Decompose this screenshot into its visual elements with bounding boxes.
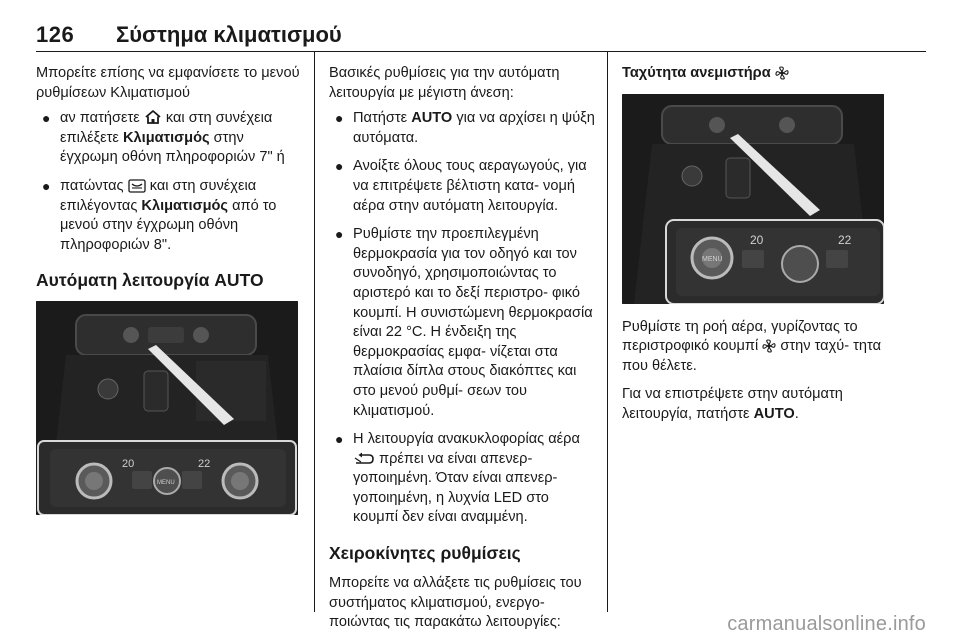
left-temperature-label: 20: [122, 458, 135, 471]
column-2: [329, 64, 597, 633]
list-item: [36, 109, 304, 168]
bullet-dot: ●: [335, 431, 344, 448]
column-divider-2: [607, 52, 608, 612]
text-segment: πρέπει να είναι απενερ- γοποιημένη. Όταν είναι απενερ- γοποιημένη, η λυχνία LED στο κουμπί δεν είναι αναμμένη.: [353, 450, 558, 526]
list-item: [329, 225, 597, 421]
text-segment: Ανοίξτε όλους τους αεραγωγούς, για να επιτρέψετε βέλτιστη κατα- νομή αέρα στην αυτόματη λειτουργία.: [353, 158, 587, 214]
list-item: [36, 177, 304, 255]
text-segment: στην έγχρωμη οθόνη πληροφοριών 7" ή: [60, 129, 285, 166]
right-temperature-label: 22: [838, 232, 852, 247]
text-segment: για να αρχίσει η ψύξη αυτόματα.: [353, 110, 595, 146]
header-rule: [36, 51, 926, 52]
outro-paragraph: Μπορείτε να αλλάξετε τις ρυθμίσεις του συστήματος κλιματισμού, ενεργο- ποιώντας τις παρακάτω λειτουργίες:: [329, 575, 582, 631]
bullet-dot: ●: [42, 177, 51, 194]
fan-icon: [775, 66, 789, 80]
intro-paragraph: Βασικές ρυθμίσεις για την αυτόματη λειτουργία με μέγιστη άνεση:: [329, 65, 560, 101]
column-divider-1: [314, 52, 315, 612]
list-item: [329, 109, 597, 148]
home-icon: [144, 109, 162, 125]
watermark: carmanualsonline.info: [727, 613, 926, 635]
menu-name: Κλιματισμός: [141, 197, 229, 214]
bullet-dot: ●: [42, 110, 51, 127]
fan-phone-icon: [128, 179, 146, 193]
text-segment: Ρυθμίστε την προεπιλεγμένη θερμοκρασία για τον οδηγό και τον συνοδηγό, χρησιμοποιώντας το αριστερό και το δεξί περιστρο- φικό κουμπί. Η συνιστώμενη θερμοκρασία είναι 22 °C. Η ένδειξη της θερμοκρασίας εμφα- νίζεται στα πλαίσια δίπλα στους διακόπτες και στο μενού ρυθμί- σεων του κλιματισμού.: [353, 226, 593, 419]
text-segment: από το μενού στην έγχρωμη οθόνη πληροφοριών 8".: [60, 197, 277, 253]
text-segment: Για να επιστρέψετε στην αυτόματη λειτουργία, πατήστε: [622, 386, 843, 422]
heading-text: Ταχύτητα ανεμιστήρα: [622, 65, 771, 81]
fan-paragraph: [622, 318, 890, 377]
text-segment: στην ταχύ- τητα που θέλετε.: [622, 338, 882, 374]
menu-knob-label: MENU: [702, 255, 723, 263]
subsection-heading-fan-speed: [622, 64, 890, 84]
menu-access-list: [36, 109, 304, 255]
page-number: 126: [36, 22, 75, 47]
text-segment: και στη συνέχεια επιλέγοντας: [60, 177, 257, 214]
dashboard-illustration: [36, 301, 298, 515]
return-auto-paragraph: [622, 385, 890, 424]
text-segment: και στη συνέχεια επιλέξετε: [60, 110, 273, 146]
list-item: [329, 430, 597, 528]
recirculation-icon: [353, 452, 375, 466]
section-heading-manual: Χειροκίνητες ρυθμίσεις: [329, 543, 521, 564]
button-name: AUTO: [753, 405, 795, 422]
left-temperature-label: 20: [750, 232, 764, 247]
bullet-dot: ●: [335, 110, 344, 127]
text-segment: πατώντας: [60, 177, 128, 194]
page-title: Σύστημα κλιματισμού: [116, 22, 342, 47]
bullet-dot: ●: [335, 158, 344, 175]
text-segment: .: [794, 405, 799, 422]
button-name: AUTO: [411, 110, 453, 127]
intro-paragraph: Μπορείτε επίσης να εμφανίσετε το μενού ρυθμίσεων Κλιματισμού: [36, 65, 300, 101]
text-segment: Πατήστε: [353, 110, 412, 127]
right-temperature-label: 22: [198, 458, 211, 471]
fan-knob-illustration: [622, 94, 884, 304]
text-segment: Η λειτουργία ανακυκλοφορίας αέρα: [353, 431, 580, 448]
fan-icon: [762, 339, 776, 353]
column-3: [622, 64, 890, 425]
auto-settings-list: [329, 109, 597, 528]
menu-knob-label: MENU: [157, 480, 175, 487]
text-segment: Ρυθμίστε τη ροή αέρα, γυρίζοντας το περιστροφικό κουμπί: [622, 318, 858, 355]
menu-name: Κλιματισμός: [123, 129, 210, 146]
text-segment: αν πατήσετε: [60, 110, 144, 127]
section-heading-auto: Αυτόματη λειτουργία AUTO: [36, 270, 264, 291]
column-1: [36, 64, 304, 515]
bullet-dot: ●: [335, 226, 344, 243]
list-item: [329, 157, 597, 216]
